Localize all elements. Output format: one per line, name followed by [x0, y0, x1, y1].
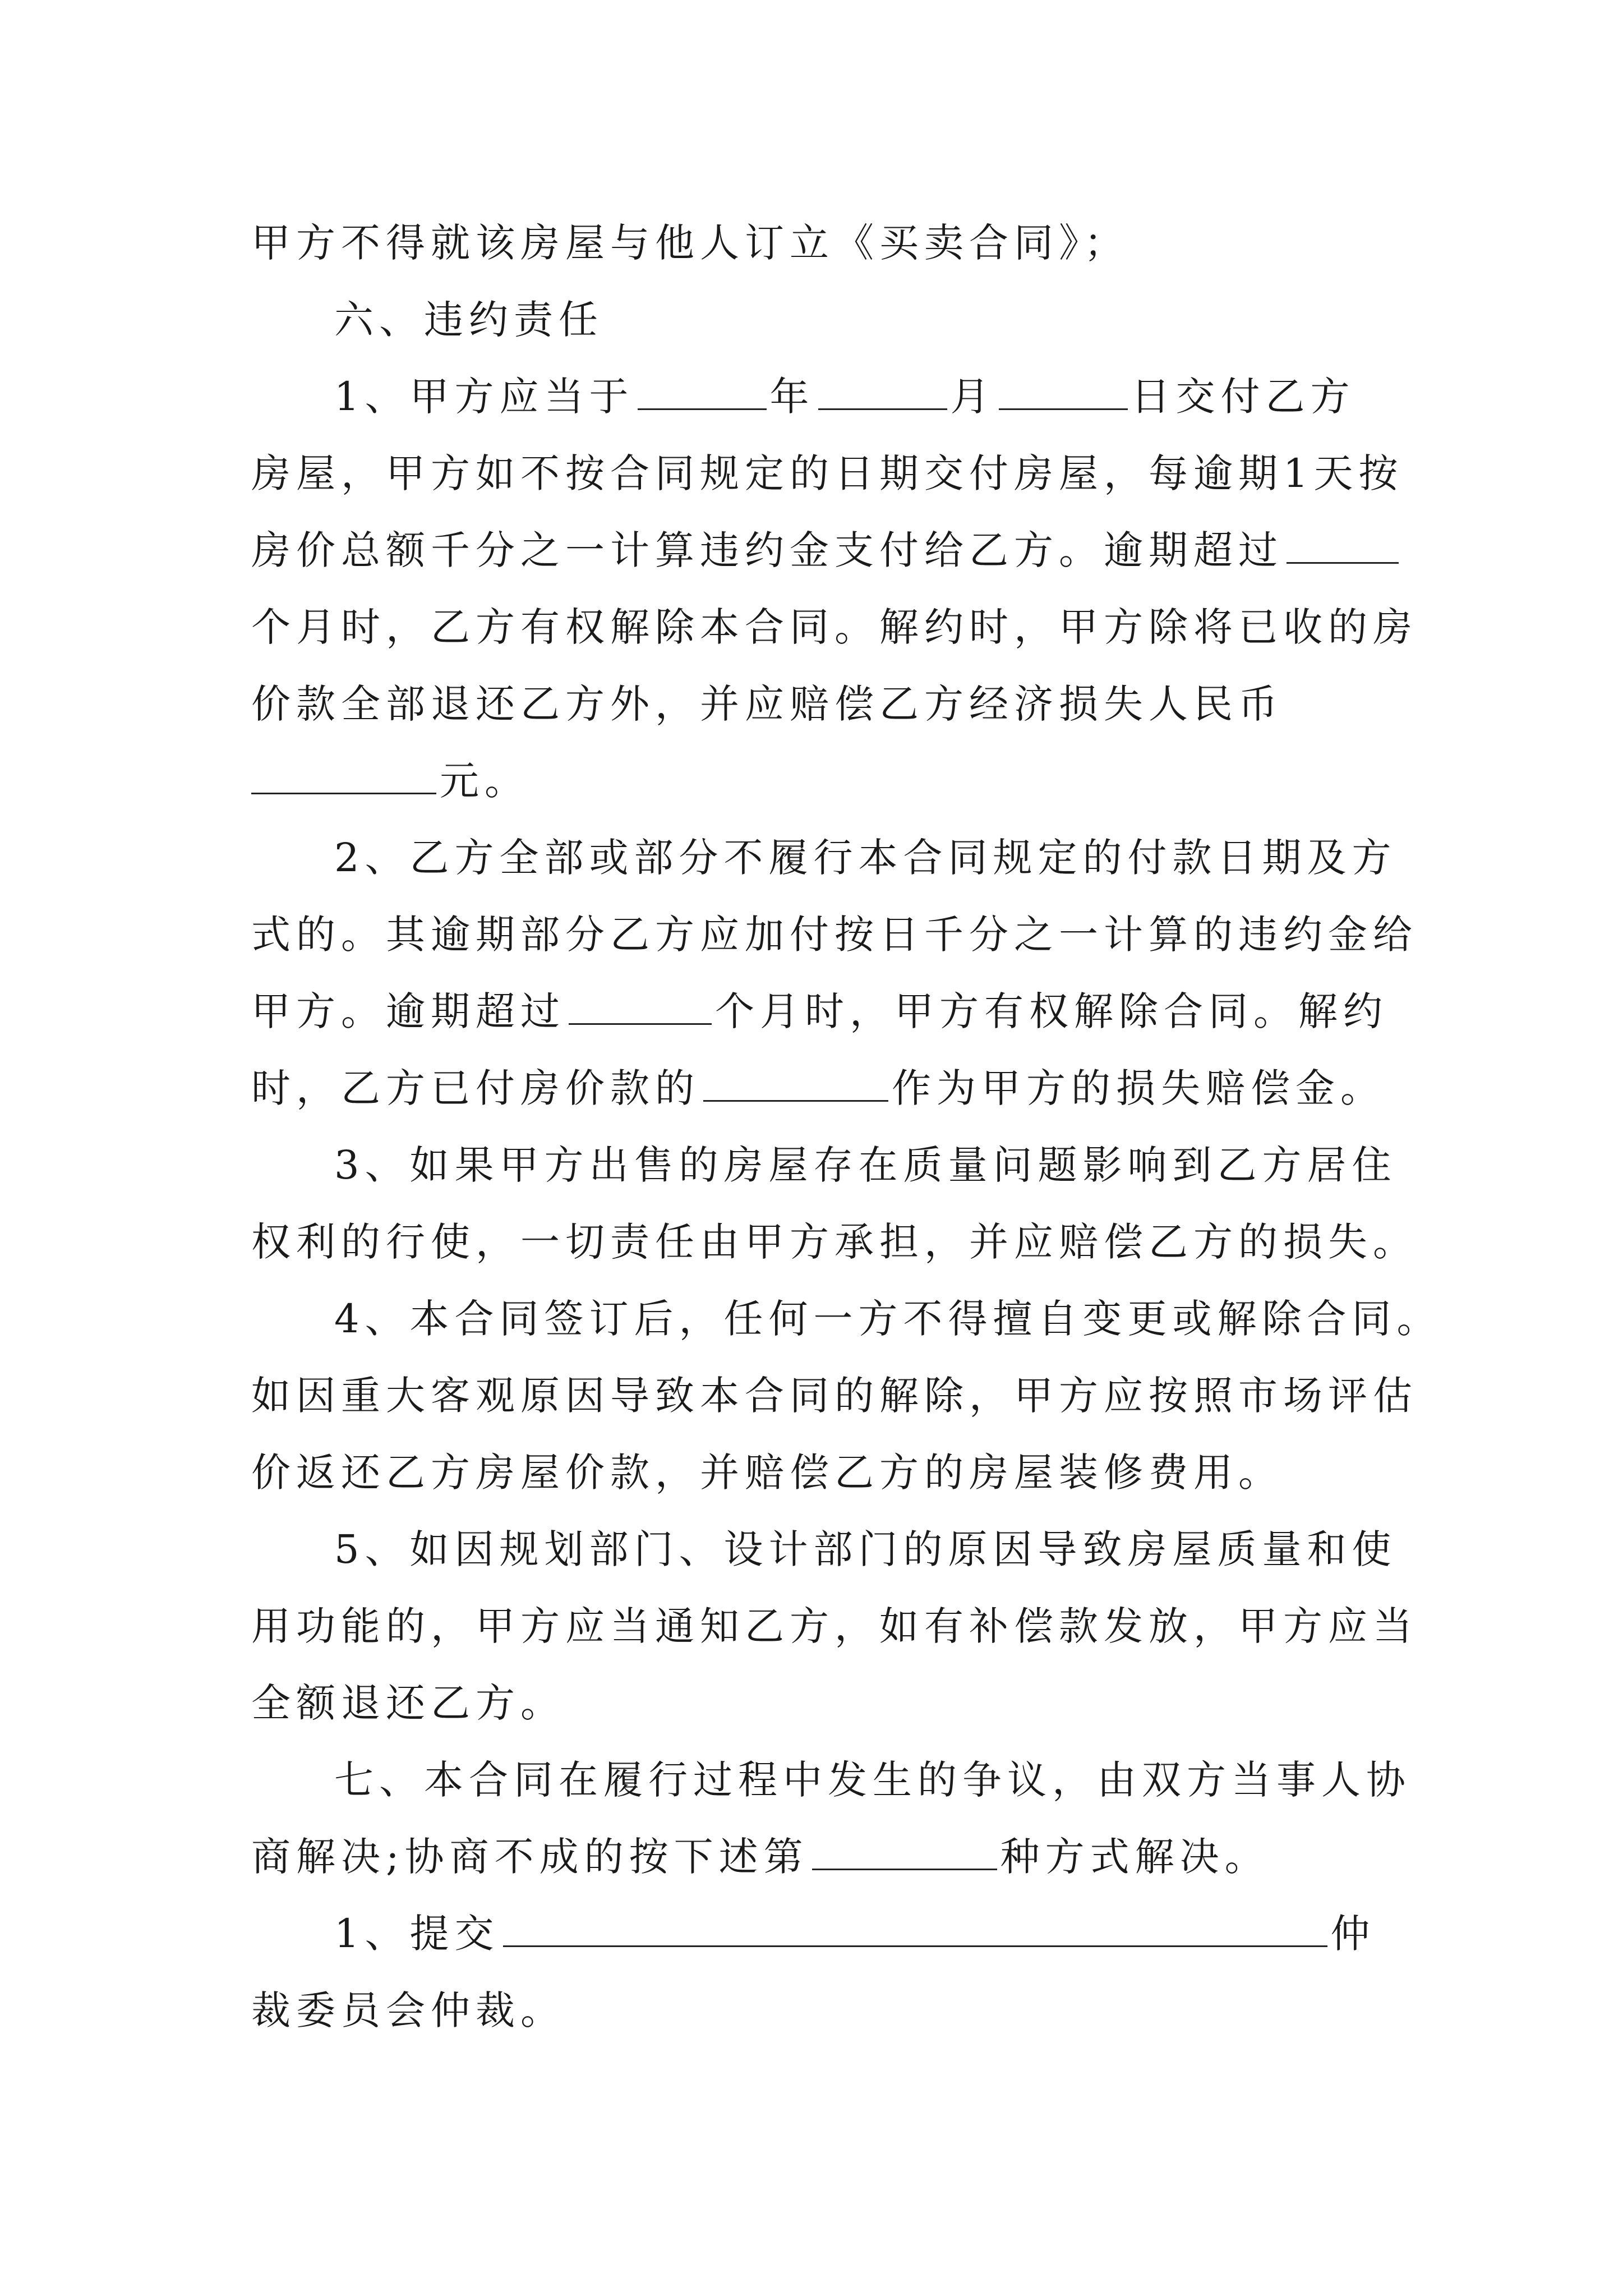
- text-line: 5、如因规划部门、设计部门的原因导致房屋质量和使: [334, 1526, 1397, 1572]
- text-line: 1、提交 仲: [334, 1911, 1376, 1957]
- blank-field[interactable]: [703, 1065, 888, 1102]
- blank-field[interactable]: [999, 374, 1128, 410]
- text-line: 如因重大客观原因导致本合同的解除，甲方应按照市场评估: [251, 1373, 1418, 1419]
- blank-field[interactable]: [251, 758, 436, 794]
- blank-field[interactable]: [638, 374, 767, 410]
- text-line: 3、如果甲方出售的房屋存在质量问题影响到乙方居住: [334, 1142, 1397, 1188]
- text-line: 个月时，乙方有权解除本合同。解约时，甲方除将已收的房: [251, 604, 1418, 650]
- text-line: 时，乙方已付房价款的 作为甲方的损失赔偿金。: [251, 1065, 1385, 1111]
- text-line: 元。: [251, 743, 1378, 820]
- text-line: 4、本合同签订后，任何一方不得擅自变更或解除合同。: [334, 1296, 1442, 1342]
- blank-field[interactable]: [818, 374, 947, 410]
- text-line: 房价总额千分之一计算违约金支付给乙方。逾期超过: [251, 512, 1378, 589]
- text-line: 价款全部退还乙方外，并应赔偿乙方经济损失人民币: [251, 681, 1283, 727]
- blank-field[interactable]: [812, 1834, 997, 1870]
- blank-field[interactable]: [1287, 527, 1399, 564]
- blank-field[interactable]: [569, 988, 712, 1025]
- text-line: 1、甲方应当于 年 月 日交付乙方: [334, 374, 1355, 420]
- text-line: 用功能的，甲方应当通知乙方，如有补偿款发放，甲方应当: [251, 1603, 1418, 1649]
- section-heading: 六、违约责任: [334, 297, 603, 343]
- text-line: 房屋，甲方如不按合同规定的日期交付房屋，每逾期1天按: [251, 450, 1404, 496]
- text-line: 商解决;协商不成的按下述第 种方式解决。: [251, 1834, 1270, 1880]
- text-line: 全额退还乙方。: [251, 1680, 565, 1726]
- text-line: 价返还乙方房屋价款，并赔偿乙方的房屋装修费用。: [251, 1450, 1283, 1496]
- text-line: 甲方不得就该房屋与他人订立《买卖合同》；: [251, 220, 1129, 266]
- text-line: 权利的行使，一切责任由甲方承担，并应赔偿乙方的损失。: [251, 1219, 1418, 1265]
- text-line: 式的。其逾期部分乙方应加付按日千分之一计算的违约金给: [251, 912, 1418, 958]
- text-line: 甲方。逾期超过 个月时，甲方有权解除合同。解约: [251, 988, 1388, 1034]
- blank-field[interactable]: [503, 1911, 1327, 1947]
- text-line: 2、乙方全部或部分不履行本合同规定的付款日期及方: [334, 835, 1397, 881]
- section-heading: 七、本合同在履行过程中发生的争议，由双方当事人协: [334, 1757, 1411, 1803]
- text-line: 裁委员会仲裁。: [251, 1987, 565, 2033]
- contract-body: [251, 205, 1442, 2049]
